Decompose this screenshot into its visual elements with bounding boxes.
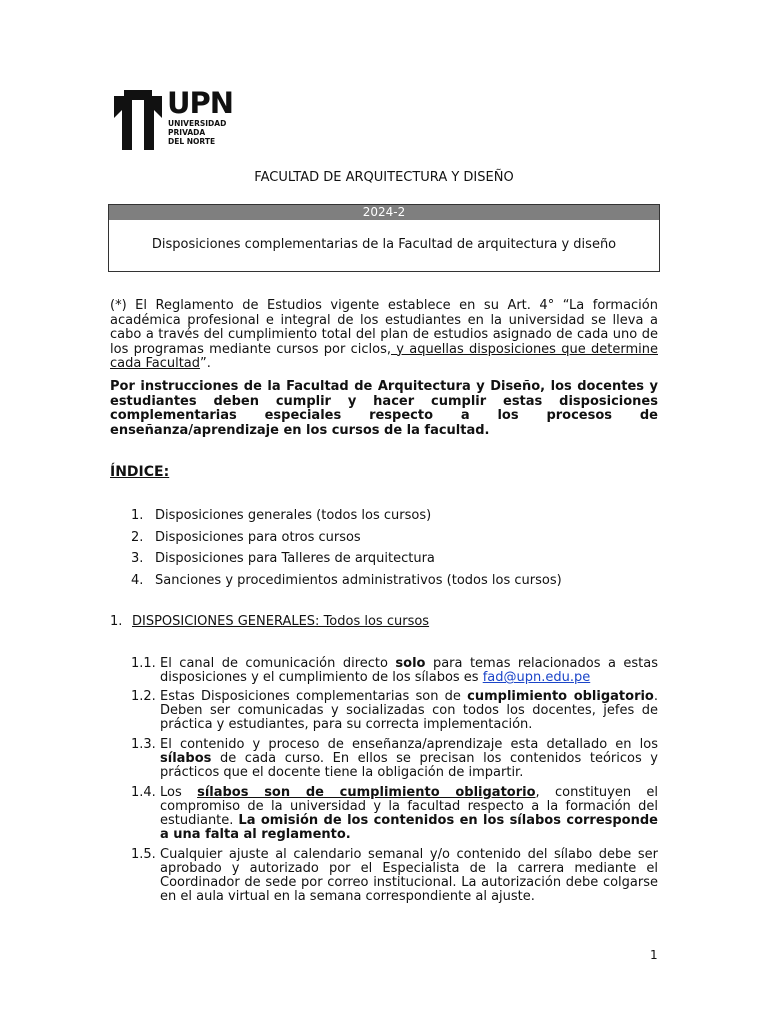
logo-brand-text: UPN xyxy=(167,86,234,120)
upn-logo xyxy=(110,86,234,152)
title-box xyxy=(108,204,660,272)
list-item: 1.1. El canal de comunicación directo solo para temas relacionados a estas disposiciones y el cumplimiento de los sílabos es fad@upn.edu.pe xyxy=(131,656,658,685)
logo-subtitle: UNIVERSIDAD PRIVADA DEL NORTE xyxy=(168,119,227,146)
list-item: 1. Disposiciones generales (todos los cursos) xyxy=(131,508,432,523)
list-item: 1.5. Cualquier ajuste al calendario semanal y/o contenido del sílabo debe ser aprobado y autorizado por el Especialista de la carrera mediante el Coordinador de sede por correo institucional. La autorización debe colgarse en el aula virtual en la semana correspondiente al ajuste. xyxy=(131,847,658,904)
list-item: 1.2. Estas Disposiciones complementarias son de cumplimiento obligatorio. Deben ser comunicadas y socializadas con todos los docentes, jefes de práctica y estudiantes, para su correcta implementación. xyxy=(131,689,659,732)
email-link[interactable]: fad@upn.edu.pe xyxy=(482,670,591,685)
index-title: ÍNDICE: xyxy=(110,464,170,480)
list-item: 4. Sanciones y procedimientos administrativos (todos los cursos) xyxy=(131,572,562,588)
page-number: 1 xyxy=(650,948,658,962)
term-bar: 2024-2 xyxy=(109,205,659,220)
list-item: 3. Disposiciones para Talleres de arquitectura xyxy=(131,551,435,566)
list-item: 1.4. Los sílabos son de cumplimiento obligatorio, constituyen el compromiso de la universidad y la facultad respecto a la formación del estudiante. La omisión de los contenidos en los sílabos corresponde a una falta al reglamento. xyxy=(131,785,658,842)
intro-paragraph: (*) El Reglamento de Estudios vigente establece en su Art. 4° “La formación académica profesional e integral de los estudiantes en la universidad se lleva a cabo a través del cumplimiento total del plan de estudios asignado de cada uno de los programas mediante cursos por ciclos, y aquellas disposiciones que determine cada Facultad”. xyxy=(110,298,658,371)
index-list xyxy=(131,507,651,593)
document-title: Disposiciones complementarias de la Facultad de arquitectura y diseño xyxy=(151,237,617,252)
upn-logo-mark-icon xyxy=(110,88,166,150)
faculty-heading: FACULTAD DE ARQUITECTURA Y DISEÑO xyxy=(254,170,514,185)
list-item: 2. Disposiciones para otros cursos xyxy=(131,529,361,545)
section-1-items xyxy=(131,657,658,910)
section-1-heading: 1. DISPOSICIONES GENERALES: Todos los cursos xyxy=(110,614,430,629)
list-item: 1.3. El contenido y proceso de enseñanza/aprendizaje esta detallado en los sílabos de cada curso. En ellos se precisan los contenidos teóricos y prácticos que el docente tiene la obligación de impartir. xyxy=(131,737,658,780)
instructions-paragraph: Por instrucciones de la Facultad de Arquitectura y Diseño, los docentes y estudiantes deben cumplir y hacer cumplir estas disposiciones complementarias especiales respecto a los procesos de enseñanza/aprendizaje en los cursos de la facultad. xyxy=(110,379,658,438)
